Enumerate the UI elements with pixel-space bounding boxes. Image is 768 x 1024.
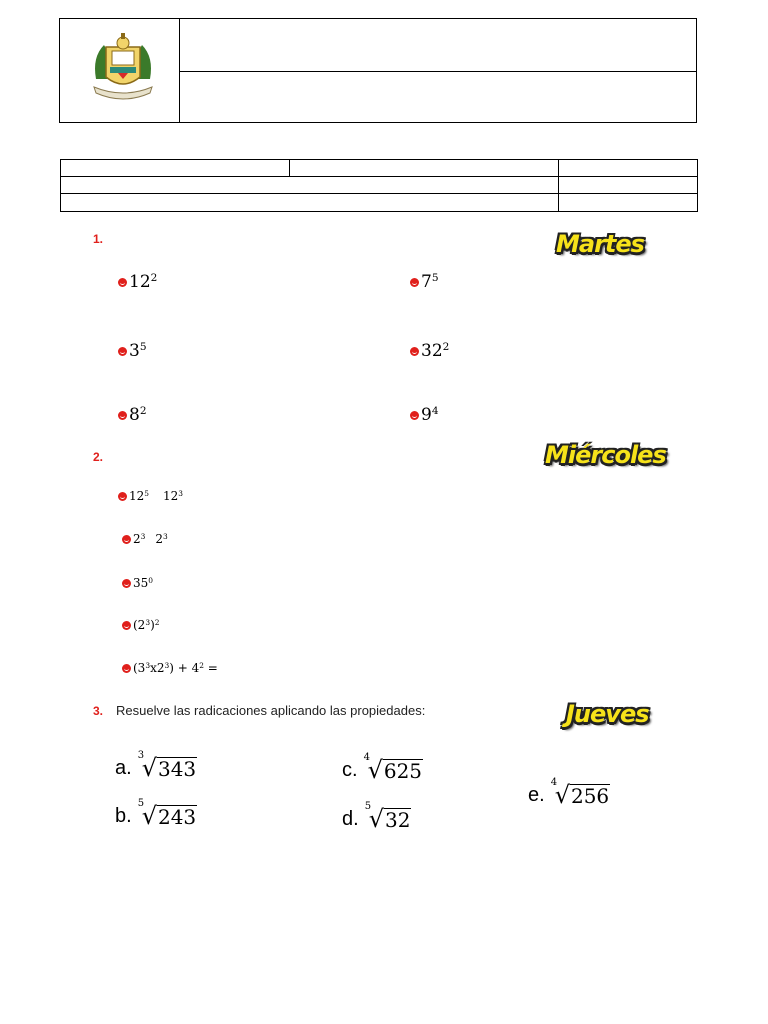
q1-item: $32^2$: [410, 341, 449, 361]
q2-item: $2^3$ $2^3$: [122, 532, 168, 546]
school-crest-icon: [90, 27, 156, 111]
smiley-bullet-icon: [118, 347, 127, 356]
header-box: [59, 18, 697, 123]
q2-item: $(3^3x2^3) + 4^2$ =: [122, 661, 218, 675]
question-3-text: Resuelve las radicaciones aplicando las propiedades:: [116, 703, 426, 718]
info-row-1: [61, 160, 697, 177]
smiley-bullet-icon: [122, 535, 131, 544]
radical-item-b: b. 5 √ 243: [115, 798, 197, 830]
q1-item: $3^5$: [118, 341, 147, 361]
q1-item: $12^2$: [118, 272, 157, 292]
radical-item-e: e. 4 √ 256: [528, 777, 610, 809]
info-table: [60, 159, 698, 212]
q2-item: $35^0$: [122, 576, 153, 590]
question-3-number: 3.: [93, 704, 104, 718]
question-2-number: 2.: [93, 450, 104, 464]
smiley-bullet-icon: [410, 347, 419, 356]
smiley-bullet-icon: [122, 621, 131, 630]
q1-item: $9^4$: [410, 405, 439, 425]
smiley-bullet-icon: [410, 278, 419, 287]
q1-item: $8^2$: [118, 405, 147, 425]
smiley-bullet-icon: [410, 411, 419, 420]
smiley-bullet-icon: [122, 664, 131, 673]
q2-item: $12^5$ $12^3$: [118, 489, 183, 503]
logo-cell: [60, 19, 180, 122]
smiley-bullet-icon: [122, 579, 131, 588]
day-badge-miercoles: Miércoles: [545, 441, 666, 469]
q1-item: $7^5$: [410, 272, 439, 292]
smiley-bullet-icon: [118, 492, 127, 501]
radical-item-c: c. 4 √ 625: [342, 752, 423, 784]
info-row-3: [61, 194, 697, 211]
day-badge-martes: Martes: [556, 230, 644, 258]
q2-item: $(2^3)^2$: [122, 618, 159, 632]
question-1-number: 1.: [93, 232, 104, 246]
radical-item-a: a. 3 √ 343: [115, 750, 197, 782]
radical-item-d: d. 5 √ 32: [342, 801, 411, 833]
day-badge-jueves: Jueves: [566, 700, 649, 728]
smiley-bullet-icon: [118, 411, 127, 420]
smiley-bullet-icon: [118, 278, 127, 287]
header-title-row: [180, 19, 696, 72]
info-row-2: [61, 177, 697, 194]
